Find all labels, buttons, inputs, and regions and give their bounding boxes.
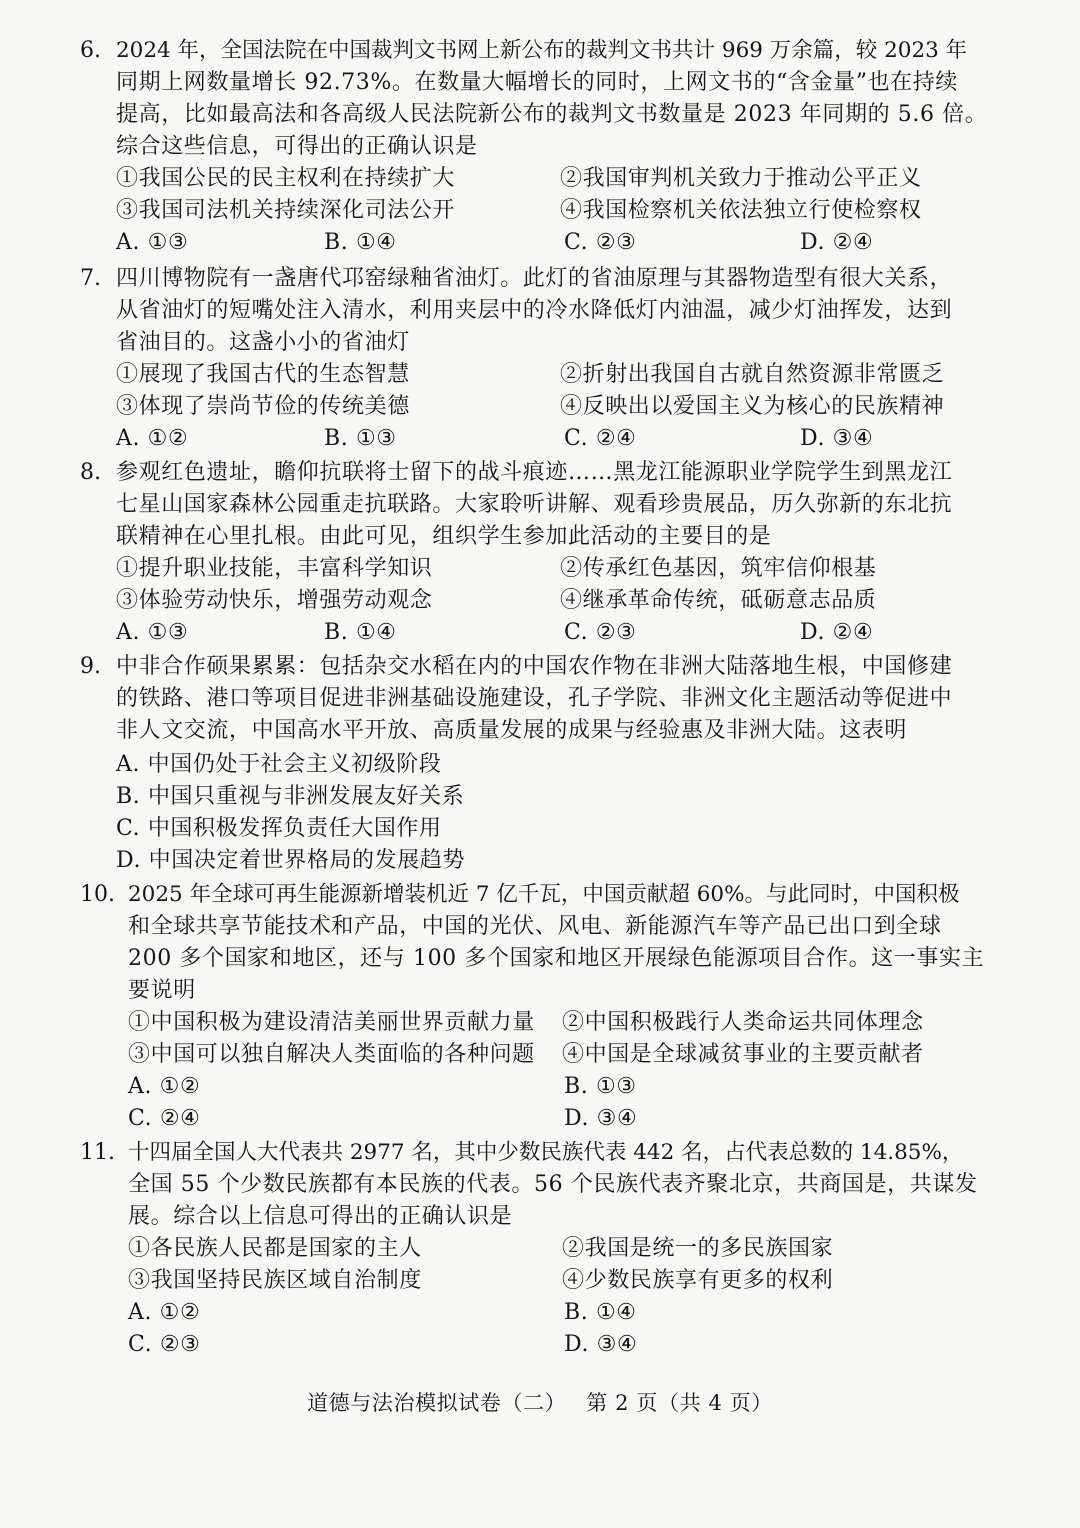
answer-choice-b: B. ①④ <box>564 1300 637 1325</box>
answer-choice-d: D. 中国决定着世界格局的发展趋势 <box>116 848 466 873</box>
question-stem-line: 全国 55 个少数民族都有本民族的代表。56 个民族代表齐聚北京，共商国是，共谋发 <box>128 1172 978 1197</box>
answer-choice-c: C. ②④ <box>564 426 637 451</box>
statement-item: ①我国公民的民主权利在持续扩大 <box>116 166 456 191</box>
answer-choice-d: D. ③④ <box>800 426 874 451</box>
question-number: 11. <box>80 1140 115 1165</box>
statement-item: ①展现了我国古代的生态智慧 <box>116 362 410 387</box>
answer-choice-d: D. ③④ <box>564 1332 638 1357</box>
statement-item: ③体现了崇尚节俭的传统美德 <box>116 394 410 419</box>
page-footer <box>0 1388 1080 1418</box>
statement-item: ④继承革命传统，砥砺意志品质 <box>560 588 877 613</box>
question-stem-line: 四川博物院有一盏唐代邛窑绿釉省油灯。此灯的省油原理与其器物造型有很大关系， <box>116 266 953 291</box>
question-number: 7. <box>80 266 101 291</box>
statement-item: ①中国积极为建设清洁美丽世界贡献力量 <box>128 1010 535 1035</box>
question-stem-line: 2025 年全球可再生能源新增装机近 7 亿千瓦，中国贡献超 60%。与此同时，中国积极 <box>128 882 960 907</box>
question-number: 9. <box>80 654 101 679</box>
page-number: 第 2 页（共 4 页） <box>586 1391 773 1415</box>
statement-item: ①提升职业技能，丰富科学知识 <box>116 556 433 581</box>
question-stem-line: 200 多个国家和地区，还与 100 多个国家和地区开展绿色能源项目合作。这一事实主 <box>128 946 985 971</box>
answer-choice-b: B. ①③ <box>564 1074 637 1099</box>
question-stem-line: 非人文交流，中国高水平开放、高质量发展的成果与经验惠及非洲大陆。这表明 <box>116 718 908 743</box>
answer-choice-d: D. ②④ <box>800 620 874 645</box>
statement-item: ④反映出以爱国主义为核心的民族精神 <box>560 394 945 419</box>
exam-title: 道德与法治模拟试卷（二） <box>307 1391 567 1415</box>
question-stem-line: 从省油灯的短嘴处注入清水，利用夹层中的冷水降低灯内油温，减少灯油挥发，达到 <box>116 298 953 323</box>
statement-item: ③我国司法机关持续深化司法公开 <box>116 198 456 223</box>
answer-choice-a: A. 中国仍处于社会主义初级阶段 <box>116 752 442 777</box>
statement-item: ②我国审判机关致力于推动公平正义 <box>560 166 922 191</box>
question-number: 10. <box>80 882 115 907</box>
statement-item: ④中国是全球减贫事业的主要贡献者 <box>562 1042 924 1067</box>
answer-choice-a: A. ①③ <box>116 230 189 255</box>
question-stem-line: 展。综合以上信息可得出的正确认识是 <box>128 1204 513 1229</box>
question-stem-line: 十四届全国人大代表共 2977 名，其中少数民族代表 442 名，占代表总数的 14.85%， <box>128 1140 964 1165</box>
answer-choice-d: D. ③④ <box>564 1106 638 1131</box>
answer-choice-a: A. ①② <box>128 1300 201 1325</box>
answer-choice-b: B. ①④ <box>324 620 397 645</box>
statement-item: ②我国是统一的多民族国家 <box>562 1236 834 1261</box>
question-stem-line: 七星山国家森林公园重走抗联路。大家聆听讲解、观看珍贵展品，历久弥新的东北抗 <box>116 492 953 517</box>
answer-choice-b: B. ①④ <box>324 230 397 255</box>
answer-choice-b: B. 中国只重视与非洲发展友好关系 <box>116 784 465 809</box>
question-number: 6. <box>80 38 101 63</box>
answer-choice-a: A. ①② <box>128 1074 201 1099</box>
answer-choice-b: B. ①③ <box>324 426 397 451</box>
question-number: 8. <box>80 460 101 485</box>
question-stem-line: 综合这些信息，可得出的正确认识是 <box>116 134 478 159</box>
question-stem-line: 和全球共享节能技术和产品，中国的光伏、风电、新能源汽车等产品已出口到全球 <box>128 914 942 939</box>
question-stem-line: 联精神在心里扎根。由此可见，组织学生参加此活动的主要目的是 <box>116 524 772 549</box>
question-stem-line: 参观红色遗址，瞻仰抗联将士留下的战斗痕迹……黑龙江能源职业学院学生到黑龙江 <box>116 460 953 485</box>
question-stem-line: 提高，比如最高法和各高级人民法院新公布的裁判文书数量是 2023 年同期的 5.6 倍。 <box>116 102 988 127</box>
answer-choice-c: C. ②③ <box>128 1332 201 1357</box>
statement-item: ①各民族人民都是国家的主人 <box>128 1236 422 1261</box>
question-stem-line: 的铁路、港口等项目促进非洲基础设施建设，孔子学院、非洲文化主题活动等促进中 <box>116 686 953 711</box>
question-stem-line: 要说明 <box>128 978 196 1003</box>
answer-choice-c: C. 中国积极发挥负责任大国作用 <box>116 816 442 841</box>
answer-choice-a: A. ①③ <box>116 620 189 645</box>
question-stem-line: 中非合作硕果累累：包括杂交水稻在内的中国农作物在非洲大陆落地生根，中国修建 <box>116 654 953 679</box>
statement-item: ②传承红色基因，筑牢信仰根基 <box>560 556 877 581</box>
question-stem-line: 省油目的。这盏小小的省油灯 <box>116 330 410 355</box>
question-stem-line: 2024 年，全国法院在中国裁判文书网上新公布的裁判文书共计 969 万余篇，较 2023 年 <box>116 38 968 63</box>
statement-item: ④我国检察机关依法独立行使检察权 <box>560 198 922 223</box>
answer-choice-d: D. ②④ <box>800 230 874 255</box>
answer-choice-c: C. ②③ <box>564 230 637 255</box>
statement-item: ③我国坚持民族区域自治制度 <box>128 1268 422 1293</box>
answer-choice-c: C. ②④ <box>128 1106 201 1131</box>
answer-choice-a: A. ①② <box>116 426 189 451</box>
statement-item: ③中国可以独自解决人类面临的各种问题 <box>128 1042 535 1067</box>
statement-item: ④少数民族享有更多的权利 <box>562 1268 834 1293</box>
statement-item: ②中国积极践行人类命运共同体理念 <box>562 1010 924 1035</box>
answer-choice-c: C. ②③ <box>564 620 637 645</box>
statement-item: ③体验劳动快乐，增强劳动观念 <box>116 588 433 613</box>
question-stem-line: 同期上网数量增长 92.73%。在数量大幅增长的同时，上网文书的“含金量”也在持续 <box>116 70 958 95</box>
statement-item: ②折射出我国自古就自然资源非常匮乏 <box>560 362 945 387</box>
